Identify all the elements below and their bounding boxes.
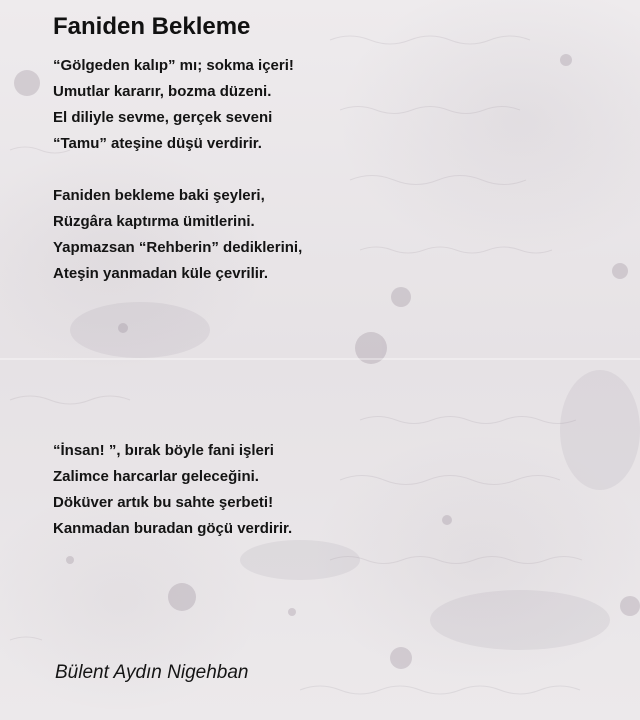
stanza-3 bbox=[53, 438, 292, 542]
verse-line: Döküver artık bu sahte şerbeti! bbox=[53, 494, 274, 511]
ink-wash bbox=[70, 302, 210, 358]
ink-blot bbox=[620, 596, 640, 616]
ink-blot bbox=[168, 583, 196, 611]
script-stroke bbox=[330, 36, 530, 44]
ink-blot bbox=[442, 515, 452, 525]
verse-line: El diliyle sevme, gerçek seveni bbox=[53, 109, 273, 126]
ink-blot bbox=[14, 70, 40, 96]
ink-blot bbox=[390, 647, 412, 669]
verse-line: “İnsan! ”, bırak böyle fani işleri bbox=[53, 442, 274, 459]
script-stroke bbox=[300, 686, 580, 694]
ink-wash bbox=[430, 590, 610, 650]
script-stroke bbox=[10, 637, 42, 640]
ink-blot bbox=[560, 54, 572, 66]
script-stroke bbox=[360, 417, 576, 424]
script-stroke bbox=[340, 476, 560, 485]
ink-wash bbox=[240, 540, 360, 580]
script-stroke bbox=[340, 107, 520, 114]
verse-line: Ateşin yanmadan küle çevrilir. bbox=[53, 265, 269, 282]
verse-line: “Gölgeden kalıp” mı; sokma içeri! bbox=[53, 57, 294, 74]
ink-blot bbox=[66, 556, 74, 564]
stanza-1 bbox=[53, 53, 294, 157]
verse-line: Umutlar kararır, bozma düzeni. bbox=[53, 83, 272, 100]
script-stroke bbox=[330, 557, 582, 564]
verse-line: “Tamu” ateşine düşü verdirir. bbox=[53, 135, 262, 152]
ink-wash bbox=[560, 370, 640, 490]
ink-blot bbox=[288, 608, 296, 616]
ink-blot bbox=[391, 287, 411, 307]
verse-line: Yapmazsan “Rehberin” dediklerini, bbox=[53, 239, 303, 256]
verse-line: Kanmadan buradan göçü verdirir. bbox=[53, 520, 293, 537]
background-seam bbox=[0, 358, 640, 360]
script-stroke bbox=[360, 247, 552, 253]
ink-blot bbox=[118, 323, 128, 333]
verse-line: Faniden bekleme baki şeyleri, bbox=[53, 187, 265, 204]
poem-author: Bülent Aydın Nigehban bbox=[55, 662, 249, 683]
ink-blot bbox=[612, 263, 628, 279]
script-stroke bbox=[350, 176, 526, 185]
verse-line: Zalimce harcarlar geleceğini. bbox=[53, 468, 259, 485]
stanza-2 bbox=[53, 183, 302, 287]
poem-title: Faniden Bekleme bbox=[53, 13, 251, 40]
script-stroke bbox=[10, 396, 130, 404]
verse-line: Rüzgâra kaptırma ümitlerini. bbox=[53, 213, 255, 230]
